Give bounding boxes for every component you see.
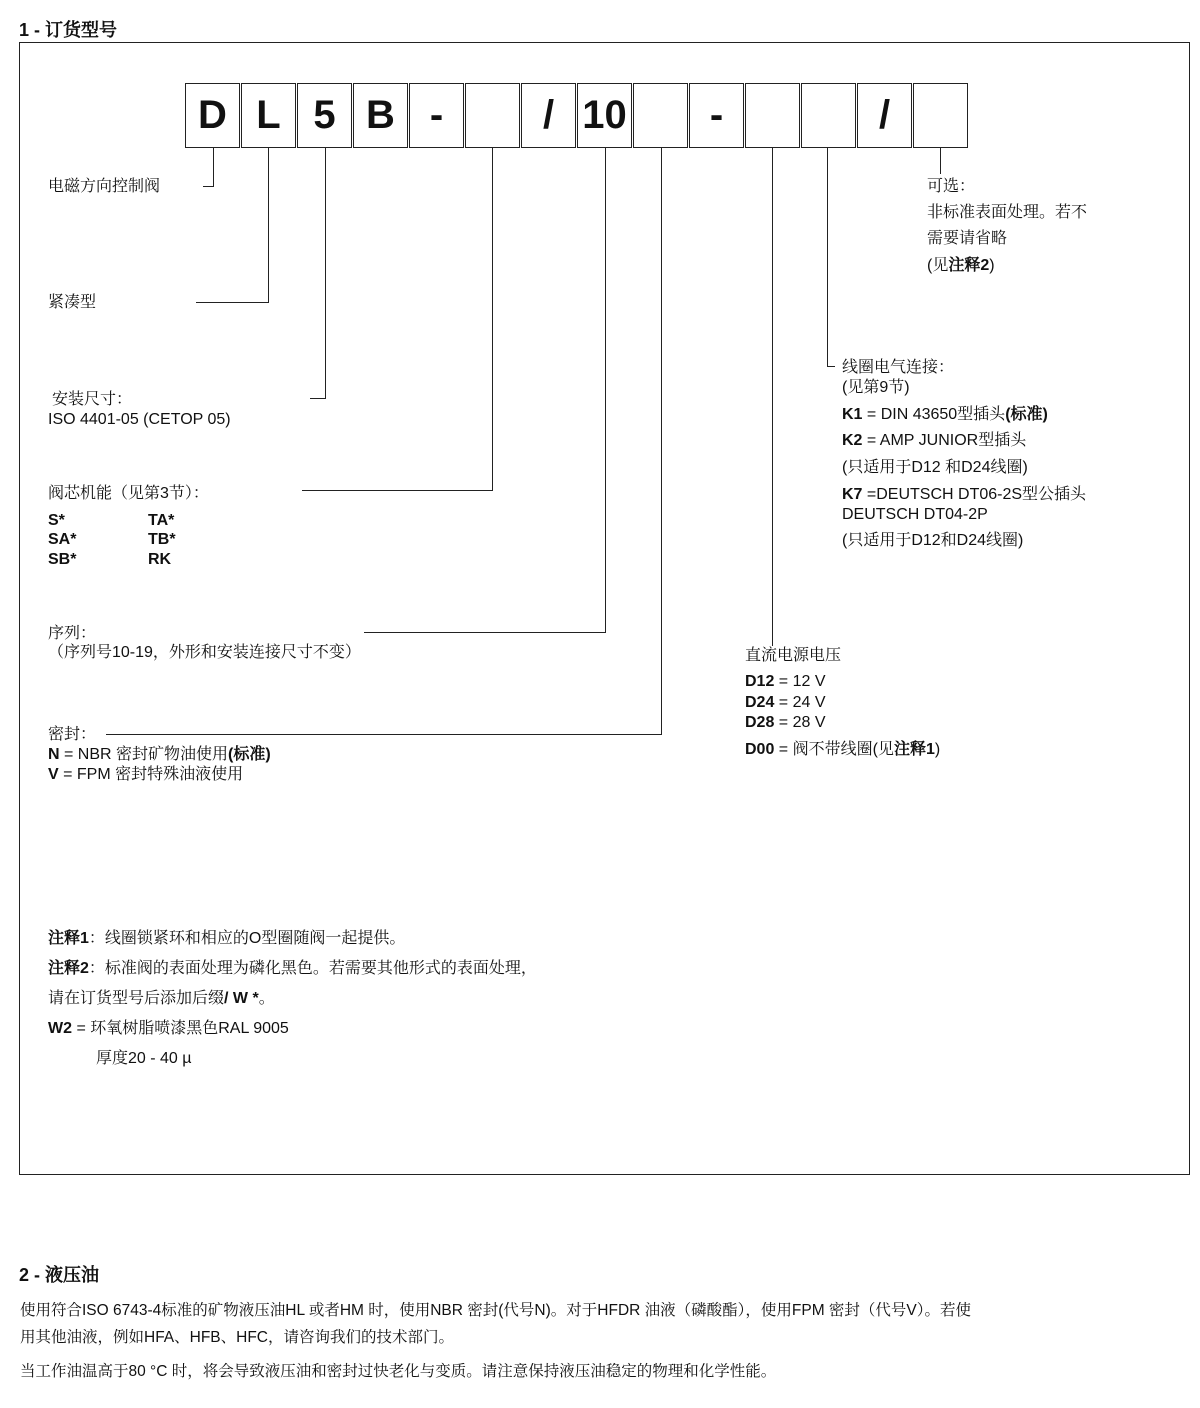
code-cell-11 bbox=[745, 83, 800, 148]
spool-code: SA* bbox=[48, 531, 77, 548]
code-cell-8: 10 bbox=[577, 83, 632, 148]
code-cell-9 bbox=[633, 83, 688, 148]
fluid-paragraph-1-line2: 用其他油液，例如HFA、HFB、HFC，请咨询我们的技术部门。 bbox=[20, 1329, 455, 1346]
label-mounting-title: 安装尺寸： bbox=[52, 391, 133, 408]
label-elec-title: 线圈电气连接： bbox=[842, 359, 955, 376]
label-voltage-title: 直流电源电压 bbox=[745, 647, 842, 664]
connector-k7-note: (只适用于D12和D24线圈) bbox=[842, 532, 1024, 549]
code-cell-6 bbox=[465, 83, 520, 148]
note-2-line2: 请在订货型号后添加后缀/ W *。 bbox=[48, 990, 275, 1007]
code-cell-4: B bbox=[353, 83, 408, 148]
seal-option-n: N = NBR 密封矿物油使用(标准) bbox=[48, 746, 271, 763]
code-cell-5: - bbox=[409, 83, 464, 148]
spool-code: TA* bbox=[148, 512, 175, 529]
spool-code: S* bbox=[48, 512, 65, 529]
code-cell-7: / bbox=[521, 83, 576, 148]
connector-k2-note: (只适用于D12 和D24线圈) bbox=[842, 459, 1028, 476]
code-cell-14 bbox=[913, 83, 968, 148]
spool-code: RK bbox=[148, 551, 172, 568]
spool-code: SB* bbox=[48, 551, 77, 568]
connector-k7-line2: DEUTSCH DT04-2P bbox=[842, 506, 988, 523]
voltage-option: D12 = 12 V bbox=[745, 673, 826, 690]
label-options-ref: (见注释2) bbox=[927, 257, 995, 274]
label-mounting-value: ISO 4401-05 (CETOP 05) bbox=[48, 411, 231, 428]
voltage-option: D28 = 28 V bbox=[745, 714, 826, 731]
code-cell-10: - bbox=[689, 83, 744, 148]
label-seal-title: 密封： bbox=[48, 726, 97, 743]
label-options-title: 可选： bbox=[927, 178, 976, 195]
connector-option-k2: K2 = AMP JUNIOR型插头 bbox=[842, 432, 1027, 449]
code-cell-1: D bbox=[185, 83, 240, 148]
code-cell-3: 5 bbox=[297, 83, 352, 148]
label-series-title: 序列： bbox=[48, 625, 97, 642]
label-spool-title: 阀芯机能（见第3节）： bbox=[48, 485, 209, 502]
code-cell-12 bbox=[801, 83, 856, 148]
label-compact: 紧凑型 bbox=[48, 294, 97, 311]
note-w2-thickness: 厚度20 - 40 µ bbox=[96, 1050, 192, 1067]
code-cell-2: L bbox=[241, 83, 296, 148]
section-title-hydraulic-fluid: 2 - 液压油 bbox=[19, 1265, 100, 1285]
label-options-line1: 非标准表面处理。若不 bbox=[927, 204, 1088, 221]
spool-code: TB* bbox=[148, 531, 176, 548]
section-title-ordering-code: 1 - 订货型号 bbox=[19, 20, 118, 40]
voltage-option: D24 = 24 V bbox=[745, 694, 826, 711]
label-series-note: （序列号10-19，外形和安装连接尺寸不变） bbox=[48, 644, 361, 661]
code-cell-13: / bbox=[857, 83, 912, 148]
connector-option-k7: K7 =DEUTSCH DT06-2S型公插头 bbox=[842, 486, 1087, 503]
label-valve-type: 电磁方向控制阀 bbox=[48, 178, 161, 195]
fluid-paragraph-1-line1: 使用符合ISO 6743-4标准的矿物液压油HL 或者HM 时，使用NBR 密封(代号N)。对于HFDR 油液（磷酸酯），使用FPM 密封（代号V）。若使 bbox=[20, 1302, 971, 1319]
note-1: 注释1：线圈锁紧环和相应的O型圈随阀一起提供。 bbox=[48, 930, 406, 947]
note-2: 注释2：标准阀的表面处理为磷化黑色。若需要其他形式的表面处理， bbox=[48, 960, 537, 977]
note-w2: W2 = 环氧树脂喷漆黑色RAL 9005 bbox=[48, 1020, 289, 1037]
voltage-option: D00 = 阀不带线圈(见注释1) bbox=[745, 741, 941, 758]
label-elec-ref: (见第9节) bbox=[842, 379, 910, 396]
label-options-line2: 需要请省略 bbox=[927, 230, 1008, 247]
connector-option-k1: K1 = DIN 43650型插头(标准) bbox=[842, 406, 1048, 423]
seal-option-v: V = FPM 密封特殊油液使用 bbox=[48, 766, 244, 783]
fluid-paragraph-2: 当工作油温高于80 °C 时，将会导致液压油和密封过快老化与变质。请注意保持液压油稳定的物理和化学性能。 bbox=[20, 1363, 777, 1380]
